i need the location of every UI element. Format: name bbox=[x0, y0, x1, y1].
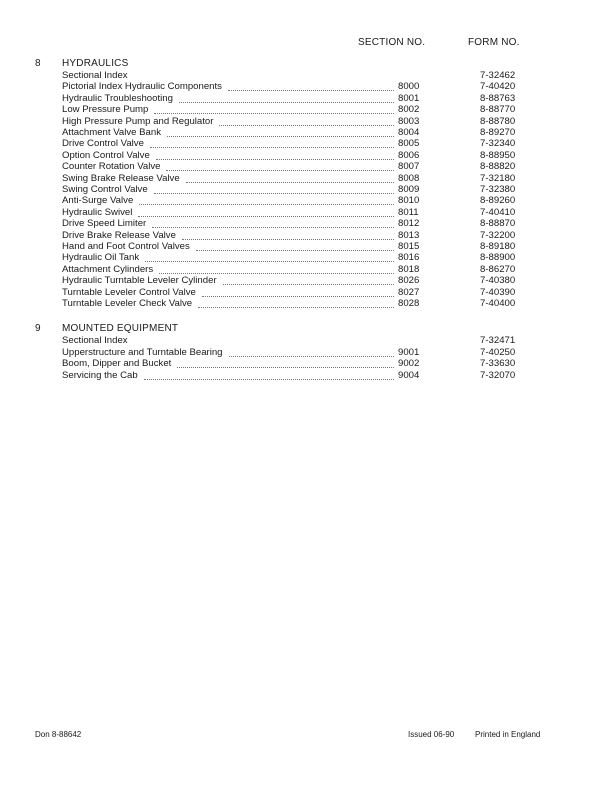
section-number: 8 bbox=[35, 58, 41, 69]
entry-section-number: 8007 bbox=[398, 161, 420, 173]
contents-entry bbox=[0, 335, 612, 346]
entry-form-number: 7-32471 bbox=[480, 335, 516, 347]
entry-section-number: 8001 bbox=[398, 92, 420, 104]
contents-entry bbox=[0, 358, 612, 369]
entry-section-number: 9004 bbox=[398, 369, 420, 381]
entry-form-number: 8-88870 bbox=[480, 218, 516, 230]
entry-section-number: 8000 bbox=[398, 81, 420, 93]
leader-dots bbox=[166, 162, 394, 171]
leader-dots bbox=[159, 265, 394, 274]
footer-printed: Printed in England bbox=[475, 730, 541, 739]
entry-section-number: 8010 bbox=[398, 195, 420, 207]
entry-title: Upperstructure and Turntable Bearing bbox=[62, 346, 223, 358]
entry-title: Hand and Foot Control Valves bbox=[62, 241, 190, 252]
entry-form-number: 8-89180 bbox=[480, 241, 516, 252]
contents-entry bbox=[0, 138, 612, 149]
entry-section-number: 8003 bbox=[398, 115, 420, 127]
contents-entry bbox=[0, 93, 612, 104]
entry-title: Low Pressure Pump bbox=[62, 104, 149, 116]
entry-form-number: 7-40420 bbox=[480, 81, 516, 93]
leader-dots bbox=[202, 288, 394, 297]
contents-entry bbox=[0, 347, 612, 358]
leader-dots bbox=[229, 348, 394, 357]
entry-form-number: 8-88780 bbox=[480, 115, 516, 127]
entry-section-number: 8008 bbox=[398, 172, 420, 184]
contents-entry bbox=[0, 81, 612, 92]
entry-form-number: 8-88900 bbox=[480, 252, 516, 264]
leader-dots bbox=[154, 105, 394, 114]
entry-section-number: 8018 bbox=[398, 263, 420, 275]
contents-entry bbox=[0, 150, 612, 161]
entry-title: Hydraulic Swivel bbox=[62, 206, 133, 218]
contents-entry bbox=[0, 241, 612, 252]
entry-title: Counter Rotation Valve bbox=[62, 161, 161, 173]
entry-title: Anti-Surge Valve bbox=[62, 195, 134, 207]
entry-form-number: 7-33630 bbox=[480, 358, 516, 370]
contents-entry bbox=[0, 70, 612, 81]
contents-entry bbox=[0, 173, 612, 184]
entry-title: Turntable Leveler Check Valve bbox=[62, 298, 193, 309]
contents-entry bbox=[0, 207, 612, 218]
leader-dots bbox=[139, 196, 394, 205]
contents-entry bbox=[0, 218, 612, 229]
section-title: HYDRAULICS bbox=[62, 58, 129, 69]
contents-entry bbox=[0, 184, 612, 195]
contents-entry bbox=[0, 195, 612, 206]
leader-dots bbox=[154, 185, 394, 194]
entry-form-number: 7-32462 bbox=[480, 70, 516, 81]
entry-title: Pictorial Index Hydraulic Components bbox=[62, 81, 222, 93]
leader-dots bbox=[150, 139, 394, 148]
leader-dots bbox=[138, 208, 394, 217]
entry-form-number: 7-40250 bbox=[480, 346, 516, 358]
footer-issued: Issued 06-90 bbox=[408, 730, 455, 739]
entry-title: Drive Control Valve bbox=[62, 138, 144, 150]
column-header-section: SECTION NO. bbox=[358, 37, 426, 48]
entry-title: Hydraulic Oil Tank bbox=[62, 252, 140, 264]
leader-dots bbox=[179, 94, 394, 103]
entry-form-number: 7-40390 bbox=[480, 286, 516, 298]
contents-entry bbox=[0, 127, 612, 138]
entry-section-number: 9002 bbox=[398, 358, 420, 370]
entry-section-number: 8027 bbox=[398, 286, 420, 298]
leader-dots bbox=[156, 151, 394, 160]
entry-form-number: 7-32380 bbox=[480, 184, 516, 195]
leader-dots bbox=[196, 242, 394, 251]
entry-form-number: 7-32180 bbox=[480, 172, 516, 184]
footer-doc-id: Don 8-88642 bbox=[35, 730, 82, 739]
entry-section-number: 8002 bbox=[398, 104, 420, 116]
leader-dots bbox=[152, 219, 394, 228]
entry-section-number: 8015 bbox=[398, 241, 420, 252]
entry-form-number: 8-88950 bbox=[480, 149, 516, 161]
entry-title: Attachment Valve Bank bbox=[62, 127, 162, 138]
entry-title: Swing Brake Release Valve bbox=[62, 172, 180, 184]
entry-section-number: 8016 bbox=[398, 252, 420, 264]
entry-title: Swing Control Valve bbox=[62, 184, 148, 195]
entry-section-number: 9001 bbox=[398, 346, 420, 358]
entry-section-number: 8011 bbox=[398, 206, 419, 218]
leader-dots bbox=[223, 276, 394, 285]
contents-entry bbox=[0, 298, 612, 309]
entry-form-number: 7-32070 bbox=[480, 369, 516, 381]
entry-title: Servicing the Cab bbox=[62, 369, 138, 381]
entry-title: Sectional Index bbox=[62, 70, 128, 81]
contents-entry bbox=[0, 161, 612, 172]
entry-title: High Pressure Pump and Regulator bbox=[62, 115, 214, 127]
entry-section-number: 8006 bbox=[398, 149, 420, 161]
contents-entry bbox=[0, 230, 612, 241]
entry-title: Attachment Cylinders bbox=[62, 263, 154, 275]
entry-section-number: 8028 bbox=[398, 298, 420, 309]
entry-section-number: 8013 bbox=[398, 229, 420, 241]
entry-form-number: 8-86270 bbox=[480, 263, 516, 275]
contents-entry bbox=[0, 104, 612, 115]
leader-dots bbox=[182, 231, 394, 240]
entry-section-number: 8012 bbox=[398, 218, 420, 230]
leader-dots bbox=[177, 359, 394, 368]
contents-entry bbox=[0, 264, 612, 275]
entry-title: Sectional Index bbox=[62, 335, 128, 347]
leader-dots bbox=[219, 117, 394, 126]
entry-title: Option Control Valve bbox=[62, 149, 150, 161]
contents-entry bbox=[0, 275, 612, 286]
column-header-form: FORM NO. bbox=[468, 37, 520, 48]
contents-entry bbox=[0, 370, 612, 381]
entry-section-number: 8026 bbox=[398, 275, 420, 287]
contents-entry bbox=[0, 252, 612, 263]
entry-form-number: 7-40400 bbox=[480, 298, 516, 309]
entry-form-number: 8-89270 bbox=[480, 127, 516, 138]
entry-form-number: 8-88770 bbox=[480, 104, 516, 116]
entry-section-number: 8004 bbox=[398, 127, 420, 138]
leader-dots bbox=[145, 253, 394, 262]
leader-dots bbox=[186, 174, 394, 183]
entry-form-number: 7-32340 bbox=[480, 138, 516, 150]
leader-dots bbox=[144, 371, 394, 380]
entry-title: Drive Brake Release Valve bbox=[62, 229, 176, 241]
leader-dots bbox=[228, 82, 394, 91]
entry-section-number: 8009 bbox=[398, 184, 420, 195]
entry-form-number: 8-89260 bbox=[480, 195, 516, 207]
entry-title: Hydraulic Troubleshooting bbox=[62, 92, 173, 104]
entry-section-number: 8005 bbox=[398, 138, 420, 150]
leader-dots bbox=[198, 299, 394, 308]
contents-entry bbox=[0, 287, 612, 298]
entry-title: Drive Speed Limiter bbox=[62, 218, 147, 230]
entry-form-number: 7-32200 bbox=[480, 229, 516, 241]
section-title: MOUNTED EQUIPMENT bbox=[62, 323, 179, 335]
entry-form-number: 7-40380 bbox=[480, 275, 516, 287]
section-number: 9 bbox=[35, 323, 41, 335]
entry-form-number: 8-88763 bbox=[480, 92, 516, 104]
entry-title: Hydraulic Turntable Leveler Cylinder bbox=[62, 275, 217, 287]
entry-title: Turntable Leveler Control Valve bbox=[62, 286, 196, 298]
leader-dots bbox=[167, 128, 394, 137]
entry-form-number: 8-88820 bbox=[480, 161, 516, 173]
entry-title: Boom, Dipper and Bucket bbox=[62, 358, 172, 370]
entry-form-number: 7-40410 bbox=[480, 206, 516, 218]
contents-entry bbox=[0, 116, 612, 127]
